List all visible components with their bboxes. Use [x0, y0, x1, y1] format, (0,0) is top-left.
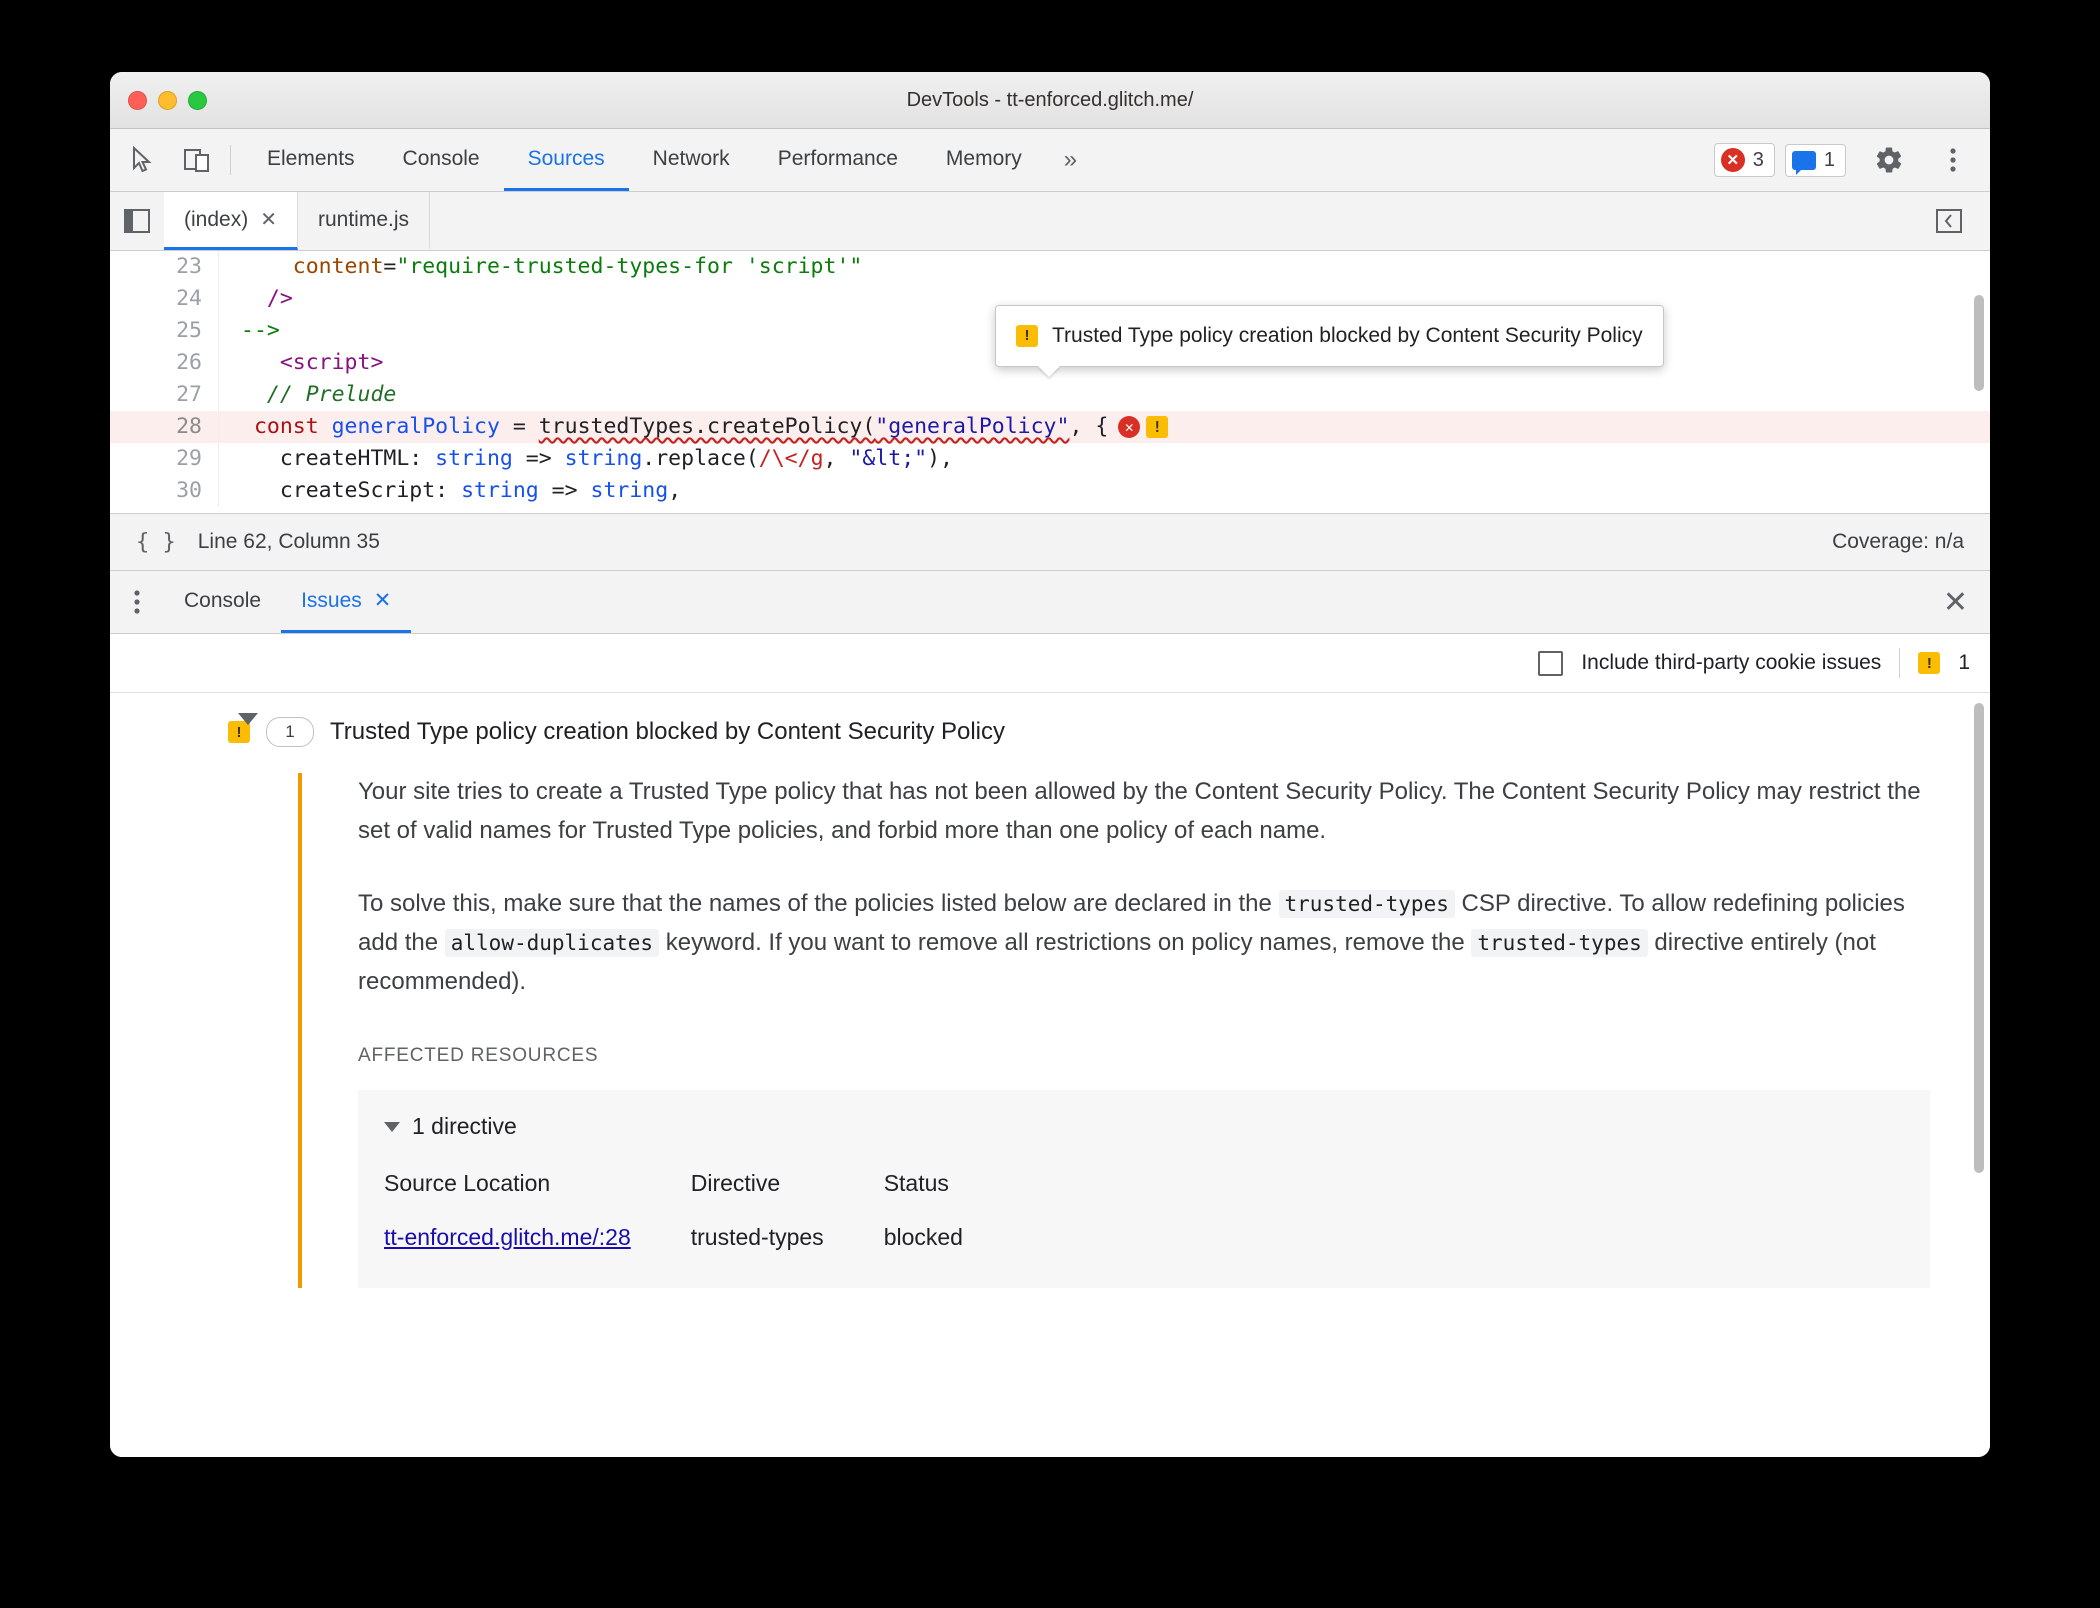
- code-line-error: [110, 411, 1990, 443]
- tab-elements[interactable]: Elements: [267, 146, 355, 170]
- cell-source-location: [384, 1219, 691, 1264]
- line-number: 27: [110, 379, 219, 411]
- p2-text-a: To solve this, make sure that the names of the policies listed below are declared in the: [358, 889, 1279, 917]
- code-trusted-types-1: trusted-types: [1279, 890, 1455, 918]
- error-icon[interactable]: ✕: [1118, 416, 1140, 438]
- error-counter[interactable]: [1714, 143, 1775, 177]
- code-line-text: />: [241, 286, 293, 311]
- cursor-position-label: Line 62, Column 35: [197, 530, 380, 553]
- show-navigator-icon[interactable]: [110, 192, 164, 250]
- line-number: 26: [110, 347, 219, 379]
- directive-group-header[interactable]: [384, 1108, 1904, 1145]
- error-tooltip: [995, 305, 1664, 367]
- third-party-cookie-label: Include third-party cookie issues: [1581, 651, 1882, 674]
- toolbar-divider: [1899, 648, 1900, 678]
- column-status: Status: [883, 1170, 949, 1197]
- drawer-tab-issues[interactable]: [281, 571, 411, 633]
- error-icon: ✕: [1721, 148, 1745, 172]
- issue-detail: [298, 773, 1990, 1288]
- message-count-label: 1: [1823, 148, 1835, 171]
- filestrip-right: [1922, 192, 1990, 250]
- inline-error-badges[interactable]: [1118, 416, 1168, 438]
- code-line: [110, 443, 1990, 475]
- error-tooltip-text: Trusted Type policy creation blocked by Content Security Policy: [1052, 324, 1643, 347]
- panel-tabs: [243, 129, 1095, 191]
- cell-status: blocked: [883, 1223, 963, 1250]
- devtools-toolbar: [110, 129, 1990, 192]
- issue-header[interactable]: [110, 711, 1990, 753]
- source-location-link[interactable]: tt-enforced.glitch.me/:28: [384, 1223, 631, 1250]
- message-counter[interactable]: [1785, 144, 1846, 177]
- line-number: 28: [110, 411, 219, 443]
- drawer-menu-icon[interactable]: [110, 571, 164, 633]
- code-allow-duplicates: allow-duplicates: [445, 929, 659, 957]
- device-toolbar-icon[interactable]: [176, 139, 218, 181]
- toolbar-right-group: [1714, 139, 1990, 181]
- line-number: 23: [110, 251, 219, 283]
- affected-resources-panel: [358, 1090, 1930, 1288]
- line-number: 25: [110, 315, 219, 347]
- file-tab-runtime-label: runtime.js: [317, 207, 409, 231]
- p2-text-c: keyword. If you want to remove all restrictions on policy names, remove the: [659, 928, 1472, 956]
- source-file-tabs: [110, 192, 1990, 251]
- issues-warning-count: 1: [1958, 651, 1970, 674]
- title-bar: [110, 72, 1990, 129]
- code-scrollbar[interactable]: [1974, 295, 1984, 391]
- window-title: DevTools - tt-enforced.glitch.me/: [906, 88, 1194, 111]
- code-line-text: createScript: string => string,: [241, 478, 682, 503]
- line-number: 29: [110, 443, 219, 475]
- devtools-window: [110, 72, 1990, 1457]
- code-line-text: // Prelude: [241, 382, 397, 407]
- directive-group-label: 1 directive: [412, 1113, 517, 1140]
- toolbar-divider: [230, 145, 231, 175]
- issue-paragraph-1: Your site tries to create a Trusted Type policy that has not been allowed by the Content Security Policy. The Content Security Policy may restrict the set of valid names for Trusted Type policies, and forbid more than one policy of each name.: [358, 778, 1921, 844]
- third-party-cookie-checkbox[interactable]: [1538, 651, 1563, 676]
- file-tab-index-label: (index): [184, 207, 249, 231]
- coverage-label: Coverage: n/a: [1832, 530, 1964, 553]
- code-line: [110, 379, 1990, 411]
- issues-scrollbar[interactable]: [1974, 703, 1984, 1173]
- column-directive: Directive: [690, 1170, 781, 1197]
- affected-resources-table: [384, 1165, 1023, 1264]
- p2-text-d: directive entirely (not recommended).: [358, 928, 1876, 995]
- issue-title: Trusted Type policy creation blocked by Content Security Policy: [330, 718, 1005, 745]
- table-row: [384, 1219, 1023, 1264]
- message-icon: [1792, 151, 1816, 170]
- code-line-text: content="require-trusted-types-for 'script'": [292, 254, 863, 279]
- warning-icon: !: [228, 721, 250, 743]
- gear-icon[interactable]: [1868, 139, 1910, 181]
- error-count-label: 3: [1752, 148, 1764, 171]
- issue-count-badge: 1: [266, 717, 314, 747]
- tab-console[interactable]: Console: [402, 146, 480, 170]
- drawer-tab-console[interactable]: Console: [184, 588, 262, 612]
- pretty-print-icon[interactable]: { }: [136, 529, 176, 555]
- code-line-text: <script>: [241, 350, 384, 375]
- column-source-location: Source Location: [384, 1170, 551, 1197]
- close-icon[interactable]: ✕: [373, 589, 392, 612]
- line-number: 30: [110, 475, 219, 507]
- warning-icon: !: [1918, 652, 1940, 674]
- code-line: [110, 251, 1990, 283]
- tab-performance[interactable]: Performance: [777, 146, 898, 170]
- file-tab-runtime[interactable]: [298, 192, 430, 250]
- line-number: 24: [110, 283, 219, 315]
- issues-toolbar: [110, 634, 1990, 693]
- tab-sources[interactable]: Sources: [504, 129, 629, 191]
- issues-list: [110, 693, 1990, 1457]
- tab-memory[interactable]: Memory: [945, 146, 1022, 170]
- more-tabs-icon[interactable]: »: [1063, 146, 1078, 173]
- code-line: [110, 475, 1990, 507]
- kebab-menu-icon[interactable]: [1932, 139, 1974, 181]
- affected-resources-label: AFFECTED RESOURCES: [358, 1045, 599, 1067]
- warning-icon[interactable]: !: [1146, 416, 1168, 438]
- p2-text-b: CSP directive. To allow redefining policies add the: [358, 889, 1905, 956]
- tab-network[interactable]: Network: [652, 146, 730, 170]
- issue-paragraph-2: [358, 885, 1930, 1002]
- warning-icon: !: [1016, 325, 1038, 347]
- cell-directive: trusted-types: [690, 1223, 824, 1250]
- editor-status-bar: [110, 513, 1990, 571]
- drawer-tab-issues-label: Issues: [301, 588, 362, 612]
- expand-triangle-icon[interactable]: [238, 713, 258, 725]
- drawer-tab-bar: [110, 571, 1990, 634]
- source-code-view[interactable]: [110, 251, 1990, 513]
- code-line-text: -->: [241, 318, 280, 343]
- close-icon[interactable]: ✕: [260, 209, 277, 231]
- inspect-element-icon[interactable]: [122, 139, 164, 181]
- close-drawer-button[interactable]: ✕: [1942, 585, 1968, 619]
- code-trusted-types-2: trusted-types: [1471, 929, 1647, 957]
- table-header-row: [384, 1165, 1023, 1218]
- show-debugger-icon[interactable]: [1922, 208, 1976, 234]
- file-tab-index[interactable]: [164, 192, 298, 250]
- expand-triangle-icon[interactable]: [384, 1122, 400, 1132]
- code-line-text: createHTML: string => string.replace(/\</g, "&lt;"),: [241, 446, 953, 471]
- code-line-text: const generalPolicy = trustedTypes.createPolicy("generalPolicy", { ✕ !: [219, 411, 1168, 443]
